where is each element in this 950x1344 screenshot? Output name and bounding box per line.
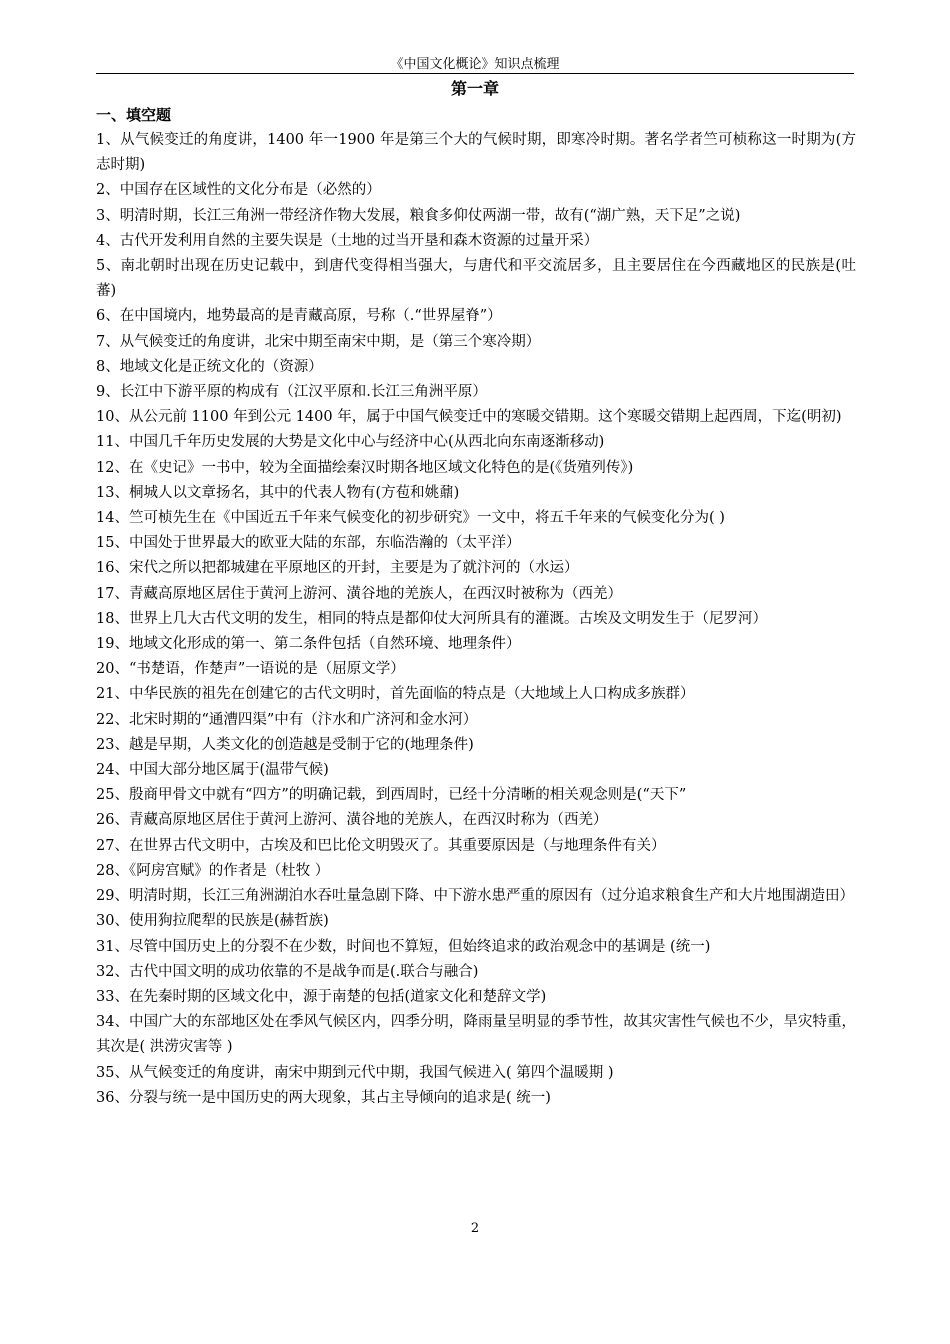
list-item: 11、中国几千年历史发展的大势是文化中心与经济中心(从西北向东南逐渐移动) — [96, 434, 605, 451]
list-item: 13、桐城人以文章扬名，其中的代表人物有(方苞和姚鼐) — [96, 484, 460, 501]
header-rule — [96, 73, 854, 74]
list-item: 17、青藏高原地区居住于黄河上游河、潢谷地的羌族人，在西汉时被称为（西羌） — [96, 585, 622, 602]
list-item: 34、中国广大的东部地区处在季风气候区内，四季分明，降雨量呈明显的季节性，故其灾害性气候也不少，旱灾特重，其次是( 洪涝灾害等 ) — [96, 1014, 856, 1056]
section-title: 一、填空题 — [96, 106, 172, 124]
list-item: 8、地域文化是正统文化的（资源） — [96, 358, 323, 375]
list-item: 18、世界上几大古代文明的发生，相同的特点是都仰仗大河所具有的灌溉。古埃及文明发生于（尼罗河） — [96, 610, 767, 627]
list-item: 3、明清时期，长江三角洲一带经济作物大发展，粮食多仰仗两湖一带，故有(“湖广熟，天下足”之说) — [96, 207, 741, 224]
list-item: 14、竺可桢先生在《中国近五千年来气候变化的初步研究》一文中，将五千年来的气候变化分为( ) — [96, 510, 725, 527]
page-number: 2 — [470, 1221, 480, 1236]
list-item: 23、越是早期，人类文化的创造越是受制于它的(地理条件) — [96, 736, 474, 753]
list-item: 4、古代开发利用自然的主要失误是（土地的过当开垦和森木资源的过量开采） — [96, 232, 599, 249]
list-item: 19、地域文化形成的第一、第二条件包括（自然环境、地理条件） — [96, 636, 521, 653]
list-item: 25、殷商甲骨文中就有“四方”的明确记载，到西周时，已经十分清晰的相关观念则是(“天下” — [96, 787, 687, 804]
list-item: 9、长江中下游平原的构成有（江汉平原和.长江三角洲平原） — [96, 384, 487, 401]
list-item: 6、在中国境内，地势最高的是青藏高原，号称（.“世界屋脊”） — [96, 308, 502, 325]
list-item: 2、中国存在区域性的文化分布是（必然的） — [96, 182, 381, 199]
list-item: 21、中华民族的祖先在创建它的古代文明时，首先面临的特点是（大地域上人口构成多族群） — [96, 686, 695, 703]
list-item: 27、在世界古代文明中，古埃及和巴比伦文明毁灭了。其重要原因是（与地理条件有关） — [96, 837, 666, 854]
chapter-title: 第一章 — [450, 79, 499, 98]
list-item: 30、使用狗拉爬犁的民族是(赫哲族) — [96, 913, 329, 930]
list-item: 33、在先秦时期的区域文化中，源于南楚的包括(道家文化和楚辞文学) — [96, 988, 547, 1005]
list-item: 5、南北朝时出现在历史记载中，到唐代变得相当强大，与唐代和平交流居多，且主要居住在今西藏地区的民族是(吐蕃) — [96, 258, 856, 300]
list-item: 35、从气候变迁的角度讲，南宋中期到元代中期，我国气候进入( 第四个温暖期 ) — [96, 1064, 614, 1081]
question-list — [96, 128, 856, 1111]
list-item: 15、中国处于世界最大的欧亚大陆的东部，东临浩瀚的（太平洋） — [96, 535, 521, 552]
list-item: 16、宋代之所以把都城建在平原地区的开封，主要是为了就汴河的（水运） — [96, 560, 579, 577]
list-item: 22、北宋时期的“通漕四渠”中有（汴水和广济河和金水河） — [96, 711, 478, 728]
list-item: 24、中国大部分地区属于(温带气候) — [96, 762, 329, 779]
list-item: 32、古代中国文明的成功依靠的不是战争而是(.联合与融合) — [96, 963, 479, 980]
list-item: 7、从气候变迁的角度讲，北宋中期至南宋中期，是（第三个寒冷期） — [96, 333, 541, 350]
running-header: 《中国文化概论》知识点梳理 — [390, 57, 560, 72]
list-item: 36、分裂与统一是中国历史的两大现象，其占主导倾向的追求是( 统一) — [96, 1089, 551, 1106]
list-item: 31、尽管中国历史上的分裂不在少数，时间也不算短，但始终追求的政治观念中的基调是 (统一) — [96, 938, 711, 955]
list-item: 20、“书楚语，作楚声”一语说的是（屈原文学） — [96, 661, 405, 678]
list-item: 26、青藏高原地区居住于黄河上游河、潢谷地的羌族人，在西汉时称为（西羌） — [96, 812, 608, 829]
list-item: 10、从公元前 1100 年到公元 1400 年，属于中国气候变迁中的寒暖交错期。这个寒暖交错期上起西周，下迄(明初) — [96, 409, 842, 426]
list-item: 29、明清时期，长江三角洲湖泊水吞吐量急剧下降、中下游水患严重的原因有（过分追求粮食生产和大片地围湖造田） — [96, 888, 854, 905]
list-item: 12、在《史记》一书中，较为全面描绘秦汉时期各地区域文化特色的是(《货殖列传》) — [96, 459, 634, 476]
list-item: 28、《阿房宫赋》的作者是（杜牧 ） — [96, 862, 330, 879]
list-item: 1、从气候变迁的角度讲，1400 年一1900 年是第三个大的气候时期，即寒冷时期。著名学者竺可桢称这一时期为(方志时期) — [96, 132, 856, 174]
